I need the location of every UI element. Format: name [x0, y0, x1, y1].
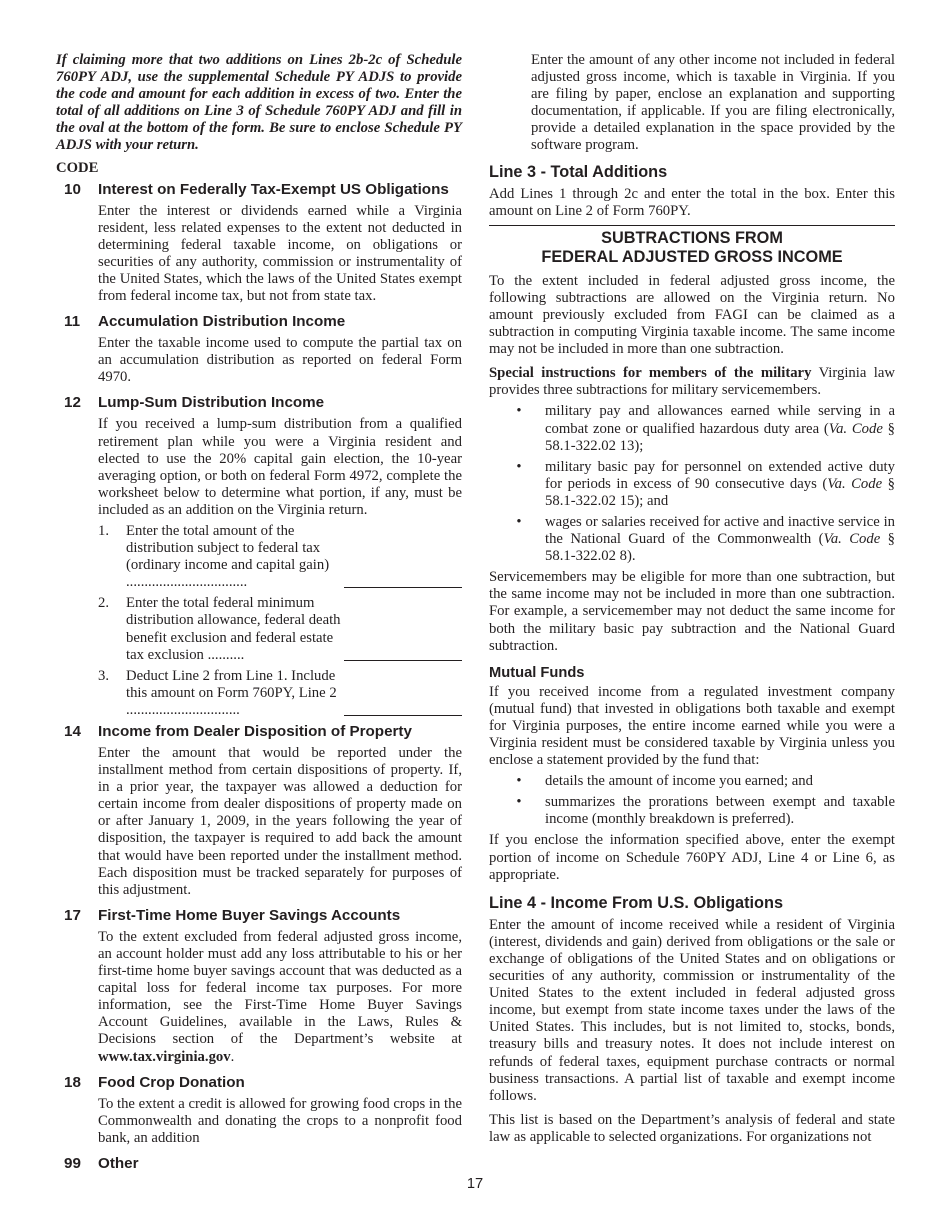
line-3-heading: Line 3 - Total Additions — [489, 162, 668, 181]
bullet-icon: • — [516, 513, 522, 530]
department-website-link[interactable]: www.tax.virginia.gov — [98, 1048, 231, 1065]
item-14-text: Enter the amount that would be reported under the installment method from certain dispositions of property. If, in a prior year, the taxpayer was allowed a deduction for certain income from dealer dispositions of property made on or after January 1, 2009, in the years following the year of disposition, the taxpayer is required to add back the amount that would have been reported under the installment method. Each disposition must be tracked separately for purposes of this adjustment. — [98, 745, 462, 898]
mutual-funds-after-text: If you enclose the information specified above, enter the exempt portion of income on Schedule 760PY ADJ, Line 4 or Line 6, as appropriate. — [489, 832, 895, 883]
subtractions-heading: SUBTRACTIONS FROM FEDERAL ADJUSTED GROSS INCOME — [541, 228, 843, 266]
line-4-text: Enter the amount of income received while a resident of Virginia (interest, dividends and gain) derived from obligations or the sale or exchange of obligations of the United States and on obligations or securities of any authority, commission or instrumentality of the United States to the extent included in federal adjusted gross income, but exempt from state income taxes under the laws of the United States. This includes, but is not limited to, stocks, bonds, treasury bills and treasury notes. It does not include interest on refunds of federal taxes, equipment purchase contracts or normal business transactions. A partial list of taxable and exempt income follows. — [489, 916, 895, 1104]
subtractions-intro: To the extent included in federal adjusted gross income, the following subtractions are allowed on the Virginia return. No amount previously excluded from FAGI can be claimed as a subtraction in computing Virginia taxable income. The same income may not be included in more than one subtraction. — [489, 272, 895, 358]
section-divider — [489, 225, 895, 226]
item-11-text: Enter the taxable income used to compute the partial tax on an accumulation distribution as reported on federal Form 4970. — [98, 335, 462, 386]
line-3-text: Add Lines 1 through 2c and enter the total in the box. Enter this amount on Line 2 of Form 760PY. — [489, 185, 895, 219]
other-income-text: Enter the amount of any other income not included in federal adjusted gross income, which is taxable in Virginia. If you are filing by paper, enclose an explanation and supporting documentation, if applicable. If you are filing electronically, provide a detailed explanation in the space provided by the software program. — [531, 52, 895, 154]
partial-list-text: This list is based on the Department’s analysis of federal and state law as applicable to selected organizations. For organizations not — [489, 1111, 895, 1145]
list-item: • military pay and allowances earned while serving in a combat zone or qualified hazardous duty area (Va. Code § 58.1-322.02 13); — [489, 403, 895, 454]
mutual-funds-heading: Mutual Funds — [489, 664, 585, 681]
mutual-funds-text: If you received income from a regulated investment company (mutual fund) that invested in obligations both taxable and exempt for Virginia purposes, the entire income earned while you were a Virginia resident must be considered taxable by Virginia unless you enclose a statement provided by the fund that: — [489, 683, 895, 769]
list-item: • military basic pay for personnel on extended active duty for periods in excess of 90 consecutive days (Va. Code § 58.1-322.02 15); and — [489, 459, 895, 510]
list-item: • summarizes the prorations between exempt and taxable income (monthly breakdown is preferred). — [489, 794, 895, 828]
item-17-heading: 17 First-Time Home Buyer Savings Accounts — [64, 906, 401, 924]
item-14-heading: 14 Income from Dealer Disposition of Property — [64, 723, 412, 740]
item-18-text: To the extent a credit is allowed for growing food crops in the Commonwealth and donating the crops to a nonprofit food bank, an addition — [98, 1095, 462, 1146]
list-item: • details the amount of income you earned; and — [489, 773, 895, 790]
item-11-heading: 11 Accumulation Distribution Income — [64, 313, 346, 331]
worksheet-line-3-blank[interactable] — [344, 715, 462, 716]
servicemembers-text: Servicemembers may be eligible for more than one subtraction, but the same income may not be included in more than one subtraction. For example, a servicemember may not deduct the same income for both the military basic pay subtraction and the National Guard subtraction. — [489, 569, 895, 654]
bullet-icon: • — [516, 794, 522, 811]
item-12-heading: 12 Lump-Sum Distribution Income — [64, 394, 325, 412]
code-heading: CODE — [56, 159, 99, 176]
left-column — [56, 52, 462, 1172]
list-item: • wages or salaries received for active and inactive service in the National Guard of the Commonwealth (Va. Code § 58.1-322.02 8). — [489, 514, 895, 565]
page-number: 17 — [466, 1176, 484, 1192]
worksheet-line-2-blank[interactable] — [344, 660, 462, 661]
item-18-heading: 18 Food Crop Donation — [64, 1073, 245, 1091]
bullet-icon: • — [516, 403, 522, 420]
item-17-text: To the extent excluded from federal adjusted gross income, an account holder must add any loss attributable to his or her first-time home buyer savings account that was deducted as a capital loss for federal income tax purposes. For more information, see the First-Time Home Buyer Savings Account Guidelines, available in the Laws, Rules & Decisions section of the Department’s website at www.tax.virginia.gov. — [98, 928, 462, 1065]
worksheet-line-2: 2. Enter the total federal minimum distribution allowance, federal death benefit exclusion and federal estate tax exclusion .......... — [98, 595, 462, 663]
military-instructions: Special instructions for members of the military Virginia law provides three subtractions for military servicemembers. — [489, 365, 895, 399]
right-column — [489, 52, 895, 1146]
worksheet-line-3: 3. Deduct Line 2 from Line 1. Include this amount on Form 760PY, Line 2 ............................... — [98, 668, 462, 719]
item-99-heading: 99 Other — [64, 1154, 139, 1172]
item-10-text: Enter the interest or dividends earned while a Virginia resident, less related expenses to the extent not deducted in determining federal taxable income, on obligations or securities of any authority, commission or instrumentality of the United States, which the laws of the United States exempt from federal income tax, but not from state tax. — [98, 202, 462, 305]
bullet-icon: • — [516, 773, 522, 790]
military-subtractions-list — [489, 403, 895, 565]
mutual-funds-list — [489, 773, 895, 828]
worksheet-line-1-blank[interactable] — [344, 587, 462, 588]
worksheet-line-1: 1. Enter the total amount of the distribution subject to federal tax (ordinary income and capital gain) ................................. — [98, 523, 462, 591]
lump-sum-worksheet — [98, 523, 462, 719]
intro-instructions: If claiming more that two additions on Lines 2b-2c of Schedule 760PY ADJ, use the supplemental Schedule PY ADJS to provide the code and amount for each addition in excess of two. Enter the total of all additions on Line 3 of Schedule 760PY ADJ and fill in the oval at the bottom of the form. Be sure to enclose Schedule PY ADJS with your return. — [56, 52, 462, 154]
bullet-icon: • — [516, 458, 522, 475]
item-10-heading: 10 Interest on Federally Tax-Exempt US Obligations — [64, 180, 449, 198]
line-4-heading: Line 4 - Income From U.S. Obligations — [489, 893, 784, 912]
item-12-text: If you received a lump-sum distribution from a qualified retirement plan while you were a Virginia resident and elected to use the 20% capital gain election, the 10-year averaging option, or both on federal Form 4972, complete the worksheet below to determine what portion, if any, must be included as an addition on the Virginia return. — [98, 416, 462, 518]
